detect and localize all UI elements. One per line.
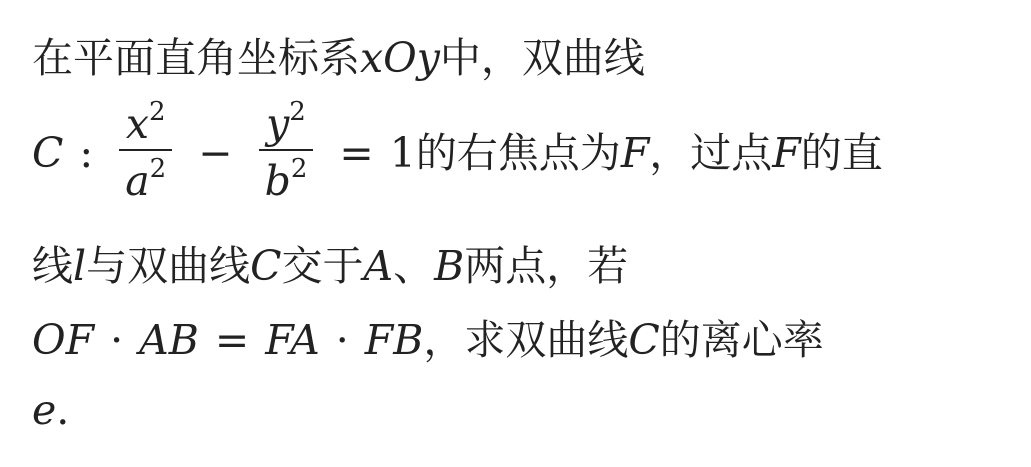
math-one: 1 [389, 128, 416, 177]
fraction-y2-b2 [259, 97, 314, 205]
math-A: A [363, 242, 394, 290]
math-FA: FA [265, 316, 320, 364]
math-C: C [32, 128, 64, 177]
exponent: 2 [290, 154, 308, 184]
math-equals: = [214, 316, 250, 364]
math-C: C [628, 316, 660, 364]
math-F: F [620, 128, 650, 177]
text-segment: 在平面直角坐标系 [32, 34, 360, 82]
math-equals: = [339, 128, 374, 177]
math-OF: OF [32, 316, 95, 364]
problem-line-5 [32, 386, 70, 434]
math-b: b [264, 157, 291, 205]
math-xOy: xOy [360, 34, 440, 82]
text-segment: 两点，若 [464, 242, 629, 290]
math-B: B [434, 242, 465, 290]
math-dot: · [335, 316, 349, 364]
text-segment: 、 [393, 242, 435, 290]
math-y: y [266, 100, 290, 148]
exponent: 2 [149, 154, 167, 184]
fraction-x2-a2 [119, 97, 172, 205]
exponent: 2 [148, 97, 166, 127]
math-x: x [125, 100, 149, 148]
math-F: F [772, 128, 801, 177]
math-minus: − [198, 128, 233, 177]
fraction-bar [119, 149, 172, 151]
problem-line-1 [32, 34, 645, 82]
text-segment: 交于 [281, 242, 364, 290]
math-l: l [73, 242, 87, 290]
math-C: C [250, 242, 282, 290]
math-colon: : [79, 128, 94, 177]
text-segment: 的直 [800, 128, 883, 177]
math-AB: AB [139, 316, 199, 364]
text-segment: 线 [32, 242, 73, 290]
math-dot: · [110, 316, 124, 364]
text-segment: 的离心率 [659, 316, 824, 364]
math-FB: FB [364, 316, 424, 364]
math-a: a [125, 157, 150, 205]
problem-line-4 [32, 316, 824, 364]
text-segment: ，过点 [649, 128, 773, 177]
math-period: . [56, 386, 70, 434]
text-segment: 的右焦点为 [415, 128, 621, 177]
problem-line-2 [32, 97, 883, 205]
text-segment: ，求双曲线 [423, 316, 629, 364]
text-segment: 与双曲线 [86, 242, 251, 290]
math-e: e [32, 386, 57, 434]
exponent: 2 [289, 97, 306, 127]
fraction-bar [259, 149, 314, 151]
text-segment: 中，双曲线 [439, 34, 645, 82]
problem-line-3 [32, 242, 629, 290]
